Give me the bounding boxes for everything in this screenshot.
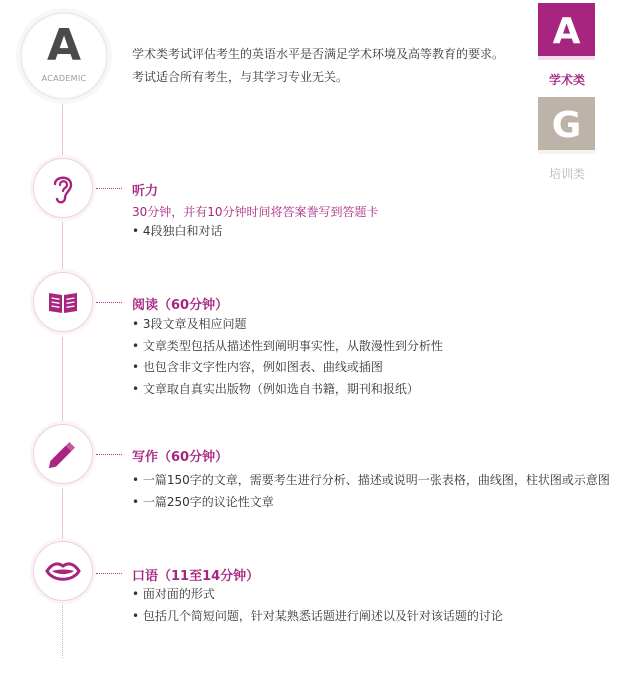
timeline-line-end <box>62 603 63 658</box>
reading-icon-circle <box>33 272 93 332</box>
list-item: • 3段文章及相应问题 <box>132 314 443 336</box>
listening-title: 听力 <box>132 184 159 199</box>
book-icon <box>43 282 83 322</box>
list-item: • 包括几个简短问题，针对某熟悉话题进行阐述以及针对该话题的讨论 <box>132 606 503 628</box>
intro-line: 学术类考试评估考生的英语水平是否满足学术环境及高等教育的要求。 <box>132 47 505 61</box>
timeline-line <box>62 337 63 429</box>
tab-general-training[interactable]: G <box>538 97 595 154</box>
writing-title: 写作（60分钟） <box>132 450 229 465</box>
list-item: • 也包含非文字性内容，例如图表、曲线或插图 <box>132 357 443 379</box>
reading-title: 阅读（60分钟） <box>132 298 229 313</box>
intro-line: 考试适合所有考生，与其学习专业无关。 <box>132 70 349 84</box>
listening-connector <box>96 188 122 189</box>
writing-connector <box>96 454 122 455</box>
lips-icon <box>43 551 83 591</box>
list-item: • 文章类型包括从描述性到阐明事实性，从散漫性到分析性 <box>132 336 443 358</box>
reading-connector <box>96 302 122 303</box>
listening-subtitle: 30分钟，并有10分钟时间将答案誊写到答题卡 <box>132 205 379 219</box>
speaking-bullets <box>132 584 503 627</box>
academic-badge-letter: A <box>46 20 82 71</box>
academic-badge <box>20 12 108 100</box>
listening-icon-circle <box>33 158 93 218</box>
list-item: • 一篇250字的议论性文章 <box>132 492 610 514</box>
writing-icon-circle <box>33 424 93 484</box>
tab-academic[interactable]: A <box>538 3 595 60</box>
reading-bullets <box>132 314 443 400</box>
list-item: • 4段独白和对话 <box>132 221 223 243</box>
speaking-connector <box>96 573 122 574</box>
timeline-line <box>62 488 63 546</box>
writing-bullets <box>132 470 610 513</box>
intro-text <box>132 43 532 89</box>
pencil-icon <box>43 434 83 474</box>
tab-general-training-caption[interactable]: 培训类 <box>548 167 585 181</box>
timeline-line <box>62 100 63 156</box>
listening-bullets <box>132 221 223 243</box>
list-item: • 文章取自真实出版物（例如选自书籍，期刊和报纸） <box>132 379 443 401</box>
speaking-title: 口语（11至14分钟） <box>132 569 260 584</box>
ear-icon <box>43 168 83 208</box>
list-item: • 一篇150字的文章，需要考生进行分析、描述或说明一张表格，曲线图，柱状图或示意图 <box>132 470 610 492</box>
list-item: • 面对面的形式 <box>132 584 503 606</box>
academic-badge-label: ACADEMIC <box>41 74 87 83</box>
speaking-icon-circle <box>33 541 93 601</box>
tab-academic-caption[interactable]: 学术类 <box>548 73 585 87</box>
